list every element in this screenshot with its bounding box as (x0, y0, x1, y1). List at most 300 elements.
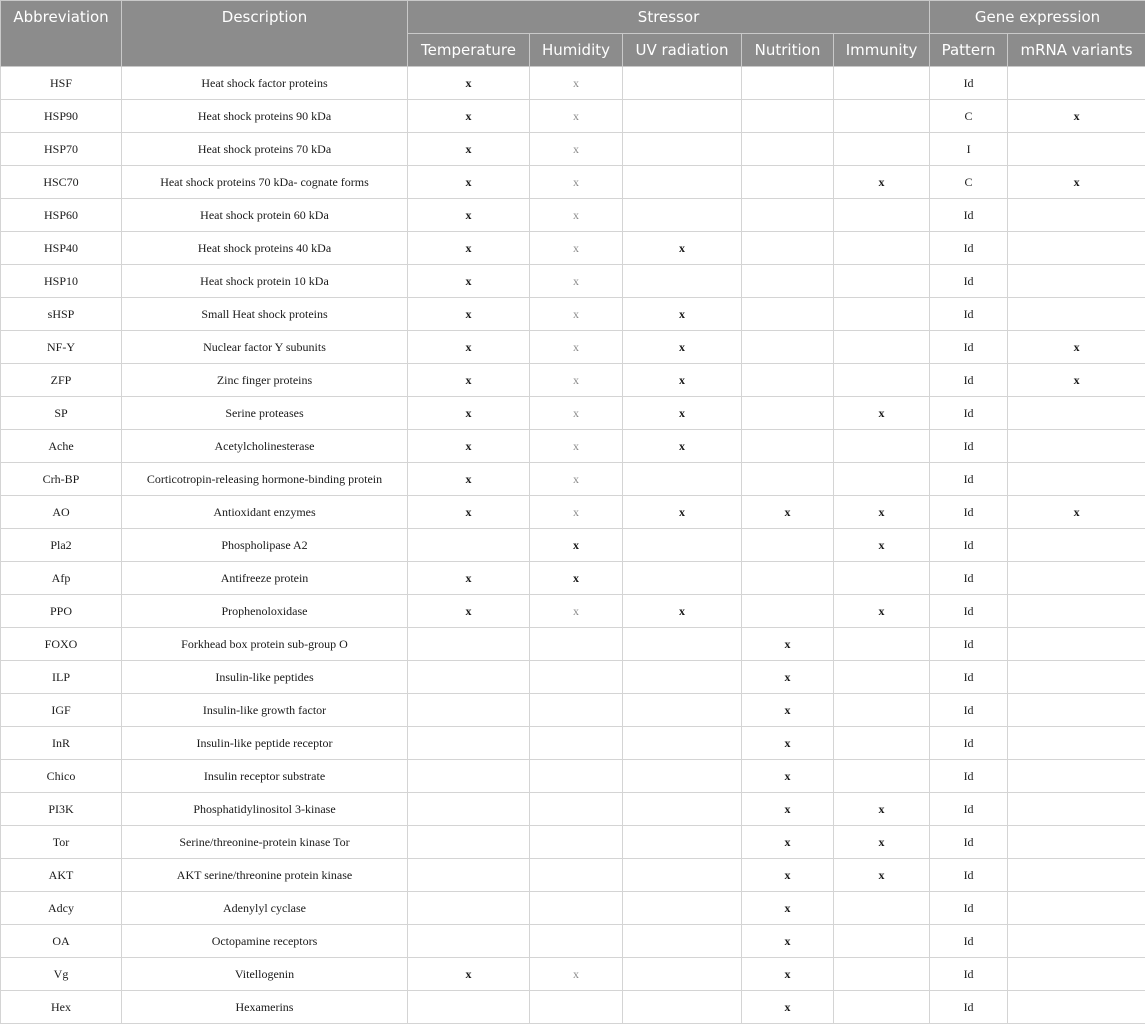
cell-mrna-variants (1008, 199, 1145, 232)
cell-pattern: Id (930, 331, 1008, 364)
header-stressor-group: Stressor (408, 1, 930, 34)
cell-mrna-variants (1008, 727, 1145, 760)
cell-abbreviation: HSP70 (1, 133, 122, 166)
cell-mrna-variants (1008, 892, 1145, 925)
cell-uv-radiation: x (623, 298, 742, 331)
cell-immunity (834, 265, 930, 298)
cell-pattern: Id (930, 496, 1008, 529)
cell-temperature (408, 991, 530, 1024)
cell-uv-radiation: x (623, 496, 742, 529)
cell-abbreviation: IGF (1, 694, 122, 727)
header-mrna-variants: mRNA variants (1008, 34, 1145, 67)
cell-immunity (834, 67, 930, 100)
cell-uv-radiation: x (623, 397, 742, 430)
cell-pattern: Id (930, 265, 1008, 298)
cell-nutrition: x (742, 859, 834, 892)
table-row (1, 133, 1145, 166)
table-row (1, 727, 1145, 760)
cell-humidity (530, 892, 623, 925)
cell-uv-radiation (623, 892, 742, 925)
cell-humidity: x (530, 958, 623, 991)
cell-humidity: x (530, 166, 623, 199)
cell-pattern: Id (930, 562, 1008, 595)
cell-nutrition: x (742, 628, 834, 661)
cell-description: Forkhead box protein sub-group O (122, 628, 408, 661)
header-gene-expression-group: Gene expression (930, 1, 1145, 34)
table-row (1, 298, 1145, 331)
table-row (1, 562, 1145, 595)
cell-mrna-variants (1008, 430, 1145, 463)
cell-mrna-variants (1008, 925, 1145, 958)
cell-immunity (834, 133, 930, 166)
cell-nutrition (742, 67, 834, 100)
cell-temperature: x (408, 100, 530, 133)
cell-uv-radiation (623, 694, 742, 727)
cell-humidity (530, 661, 623, 694)
cell-abbreviation: Chico (1, 760, 122, 793)
cell-humidity: x (530, 496, 623, 529)
cell-uv-radiation (623, 463, 742, 496)
cell-description: Insulin-like peptides (122, 661, 408, 694)
cell-pattern: Id (930, 628, 1008, 661)
cell-nutrition: x (742, 793, 834, 826)
cell-immunity: x (834, 793, 930, 826)
cell-nutrition: x (742, 496, 834, 529)
cell-immunity (834, 100, 930, 133)
cell-mrna-variants: x (1008, 166, 1145, 199)
cell-uv-radiation (623, 727, 742, 760)
cell-nutrition (742, 331, 834, 364)
cell-temperature (408, 892, 530, 925)
cell-mrna-variants (1008, 760, 1145, 793)
cell-pattern: Id (930, 727, 1008, 760)
cell-temperature (408, 859, 530, 892)
cell-description: Heat shock factor proteins (122, 67, 408, 100)
cell-humidity (530, 991, 623, 1024)
cell-abbreviation: FOXO (1, 628, 122, 661)
cell-humidity: x (530, 562, 623, 595)
cell-nutrition (742, 232, 834, 265)
cell-abbreviation: HSC70 (1, 166, 122, 199)
cell-temperature (408, 826, 530, 859)
cell-humidity: x (530, 463, 623, 496)
cell-immunity (834, 727, 930, 760)
table-row (1, 958, 1145, 991)
cell-immunity: x (834, 496, 930, 529)
cell-abbreviation: AO (1, 496, 122, 529)
cell-abbreviation: Hex (1, 991, 122, 1024)
table-row (1, 397, 1145, 430)
cell-mrna-variants (1008, 826, 1145, 859)
cell-nutrition: x (742, 760, 834, 793)
cell-humidity: x (530, 595, 623, 628)
header-humidity: Humidity (530, 34, 623, 67)
cell-humidity: x (530, 430, 623, 463)
cell-pattern: Id (930, 760, 1008, 793)
cell-description: Insulin-like peptide receptor (122, 727, 408, 760)
cell-temperature: x (408, 463, 530, 496)
cell-mrna-variants: x (1008, 331, 1145, 364)
cell-temperature (408, 628, 530, 661)
cell-humidity (530, 628, 623, 661)
cell-humidity: x (530, 364, 623, 397)
cell-temperature: x (408, 298, 530, 331)
cell-uv-radiation: x (623, 595, 742, 628)
header-abbreviation: Abbreviation (1, 1, 122, 67)
cell-uv-radiation (623, 661, 742, 694)
cell-humidity: x (530, 232, 623, 265)
cell-mrna-variants (1008, 562, 1145, 595)
cell-mrna-variants: x (1008, 364, 1145, 397)
cell-humidity (530, 694, 623, 727)
cell-abbreviation: Ache (1, 430, 122, 463)
cell-description: Corticotropin-releasing hormone-binding protein (122, 463, 408, 496)
cell-immunity (834, 463, 930, 496)
header-immunity: Immunity (834, 34, 930, 67)
cell-humidity (530, 925, 623, 958)
cell-nutrition (742, 298, 834, 331)
cell-immunity: x (834, 859, 930, 892)
cell-abbreviation: HSP40 (1, 232, 122, 265)
cell-temperature (408, 727, 530, 760)
cell-pattern: Id (930, 892, 1008, 925)
cell-uv-radiation (623, 199, 742, 232)
table-row (1, 496, 1145, 529)
cell-description: Zinc finger proteins (122, 364, 408, 397)
cell-nutrition: x (742, 826, 834, 859)
cell-temperature: x (408, 397, 530, 430)
cell-mrna-variants (1008, 67, 1145, 100)
cell-uv-radiation (623, 166, 742, 199)
cell-humidity: x (530, 199, 623, 232)
cell-immunity (834, 232, 930, 265)
cell-nutrition: x (742, 892, 834, 925)
table-row (1, 793, 1145, 826)
cell-mrna-variants (1008, 991, 1145, 1024)
cell-mrna-variants: x (1008, 496, 1145, 529)
cell-nutrition (742, 364, 834, 397)
cell-pattern: Id (930, 859, 1008, 892)
cell-abbreviation: Vg (1, 958, 122, 991)
cell-uv-radiation (623, 859, 742, 892)
cell-temperature (408, 925, 530, 958)
table-row (1, 694, 1145, 727)
cell-immunity (834, 892, 930, 925)
cell-nutrition (742, 430, 834, 463)
cell-pattern: Id (930, 694, 1008, 727)
cell-pattern: Id (930, 463, 1008, 496)
cell-immunity (834, 661, 930, 694)
cell-uv-radiation (623, 265, 742, 298)
cell-abbreviation: HSP10 (1, 265, 122, 298)
cell-nutrition: x (742, 727, 834, 760)
table-row (1, 661, 1145, 694)
cell-pattern: C (930, 166, 1008, 199)
cell-abbreviation: AKT (1, 859, 122, 892)
cell-immunity (834, 562, 930, 595)
cell-temperature (408, 760, 530, 793)
cell-description: Octopamine receptors (122, 925, 408, 958)
cell-pattern: I (930, 133, 1008, 166)
cell-description: Antioxidant enzymes (122, 496, 408, 529)
cell-description: Serine proteases (122, 397, 408, 430)
cell-description: Adenylyl cyclase (122, 892, 408, 925)
cell-immunity: x (834, 397, 930, 430)
cell-uv-radiation (623, 628, 742, 661)
cell-uv-radiation (623, 562, 742, 595)
cell-pattern: Id (930, 958, 1008, 991)
header-description: Description (122, 1, 408, 67)
cell-immunity (834, 958, 930, 991)
cell-abbreviation: NF-Y (1, 331, 122, 364)
table-row (1, 925, 1145, 958)
cell-nutrition (742, 595, 834, 628)
cell-pattern: Id (930, 232, 1008, 265)
table-row (1, 463, 1145, 496)
header-uv-radiation: UV radiation (623, 34, 742, 67)
cell-mrna-variants (1008, 463, 1145, 496)
cell-nutrition: x (742, 661, 834, 694)
cell-nutrition (742, 397, 834, 430)
cell-abbreviation: PI3K (1, 793, 122, 826)
cell-humidity: x (530, 133, 623, 166)
cell-abbreviation: Crh-BP (1, 463, 122, 496)
cell-uv-radiation (623, 133, 742, 166)
cell-pattern: Id (930, 397, 1008, 430)
cell-abbreviation: PPO (1, 595, 122, 628)
cell-mrna-variants (1008, 133, 1145, 166)
header-pattern: Pattern (930, 34, 1008, 67)
table-row (1, 331, 1145, 364)
cell-immunity (834, 199, 930, 232)
cell-description: Antifreeze protein (122, 562, 408, 595)
cell-humidity: x (530, 67, 623, 100)
cell-description: Phospholipase A2 (122, 529, 408, 562)
cell-description: AKT serine/threonine protein kinase (122, 859, 408, 892)
table-row (1, 892, 1145, 925)
cell-mrna-variants (1008, 232, 1145, 265)
cell-uv-radiation (623, 760, 742, 793)
cell-temperature: x (408, 430, 530, 463)
cell-abbreviation: HSF (1, 67, 122, 100)
cell-nutrition: x (742, 694, 834, 727)
cell-nutrition: x (742, 991, 834, 1024)
cell-immunity (834, 364, 930, 397)
cell-humidity: x (530, 331, 623, 364)
cell-humidity (530, 793, 623, 826)
cell-description: Heat shock protein 60 kDa (122, 199, 408, 232)
cell-immunity: x (834, 529, 930, 562)
cell-immunity (834, 991, 930, 1024)
table-body (1, 67, 1145, 1024)
cell-immunity (834, 430, 930, 463)
cell-abbreviation: Tor (1, 826, 122, 859)
table-row (1, 364, 1145, 397)
cell-temperature: x (408, 133, 530, 166)
cell-mrna-variants (1008, 793, 1145, 826)
cell-temperature (408, 661, 530, 694)
cell-mrna-variants (1008, 595, 1145, 628)
cell-temperature (408, 529, 530, 562)
cell-humidity: x (530, 265, 623, 298)
table-row (1, 991, 1145, 1024)
table-row (1, 199, 1145, 232)
cell-temperature: x (408, 67, 530, 100)
cell-description: Insulin-like growth factor (122, 694, 408, 727)
cell-description: Hexamerins (122, 991, 408, 1024)
table-row (1, 67, 1145, 100)
cell-humidity: x (530, 397, 623, 430)
cell-uv-radiation (623, 100, 742, 133)
cell-immunity (834, 694, 930, 727)
cell-temperature: x (408, 265, 530, 298)
cell-nutrition (742, 562, 834, 595)
cell-pattern: Id (930, 925, 1008, 958)
cell-abbreviation: HSP60 (1, 199, 122, 232)
cell-immunity: x (834, 826, 930, 859)
cell-description: Serine/threonine-protein kinase Tor (122, 826, 408, 859)
cell-pattern: Id (930, 529, 1008, 562)
cell-immunity (834, 298, 930, 331)
cell-abbreviation: HSP90 (1, 100, 122, 133)
cell-mrna-variants (1008, 694, 1145, 727)
cell-pattern: Id (930, 298, 1008, 331)
cell-mrna-variants (1008, 661, 1145, 694)
cell-temperature: x (408, 958, 530, 991)
cell-temperature (408, 793, 530, 826)
cell-uv-radiation (623, 925, 742, 958)
cell-abbreviation: OA (1, 925, 122, 958)
cell-mrna-variants (1008, 298, 1145, 331)
cell-temperature: x (408, 331, 530, 364)
cell-mrna-variants (1008, 265, 1145, 298)
cell-uv-radiation (623, 67, 742, 100)
cell-temperature: x (408, 199, 530, 232)
cell-mrna-variants (1008, 529, 1145, 562)
cell-humidity (530, 727, 623, 760)
table-row (1, 430, 1145, 463)
cell-humidity: x (530, 529, 623, 562)
cell-abbreviation: Pla2 (1, 529, 122, 562)
cell-description: Insulin receptor substrate (122, 760, 408, 793)
table-row (1, 100, 1145, 133)
cell-humidity: x (530, 298, 623, 331)
header-temperature: Temperature (408, 34, 530, 67)
cell-uv-radiation: x (623, 331, 742, 364)
cell-uv-radiation: x (623, 232, 742, 265)
cell-uv-radiation (623, 991, 742, 1024)
cell-pattern: Id (930, 991, 1008, 1024)
cell-pattern: Id (930, 199, 1008, 232)
cell-pattern: Id (930, 595, 1008, 628)
cell-pattern: Id (930, 826, 1008, 859)
cell-description: Prophenoloxidase (122, 595, 408, 628)
cell-nutrition (742, 133, 834, 166)
cell-abbreviation: SP (1, 397, 122, 430)
cell-uv-radiation (623, 529, 742, 562)
cell-abbreviation: Adcy (1, 892, 122, 925)
cell-nutrition (742, 166, 834, 199)
table-row (1, 265, 1145, 298)
cell-temperature: x (408, 595, 530, 628)
cell-mrna-variants (1008, 628, 1145, 661)
cell-description: Heat shock proteins 70 kDa- cognate forms (122, 166, 408, 199)
cell-temperature: x (408, 562, 530, 595)
cell-nutrition (742, 100, 834, 133)
cell-immunity (834, 760, 930, 793)
cell-temperature (408, 694, 530, 727)
cell-immunity (834, 628, 930, 661)
table-row (1, 859, 1145, 892)
cell-description: Nuclear factor Y subunits (122, 331, 408, 364)
cell-mrna-variants: x (1008, 100, 1145, 133)
cell-description: Small Heat shock proteins (122, 298, 408, 331)
cell-immunity: x (834, 595, 930, 628)
cell-abbreviation: ILP (1, 661, 122, 694)
cell-mrna-variants (1008, 958, 1145, 991)
cell-pattern: Id (930, 793, 1008, 826)
cell-description: Phosphatidylinositol 3-kinase (122, 793, 408, 826)
cell-temperature: x (408, 364, 530, 397)
cell-humidity (530, 826, 623, 859)
cell-temperature: x (408, 232, 530, 265)
cell-mrna-variants (1008, 859, 1145, 892)
cell-uv-radiation (623, 793, 742, 826)
cell-description: Heat shock proteins 90 kDa (122, 100, 408, 133)
cell-pattern: Id (930, 430, 1008, 463)
cell-nutrition: x (742, 925, 834, 958)
cell-humidity: x (530, 100, 623, 133)
cell-description: Acetylcholinesterase (122, 430, 408, 463)
cell-pattern: Id (930, 67, 1008, 100)
cell-humidity (530, 760, 623, 793)
cell-temperature: x (408, 496, 530, 529)
table-row (1, 595, 1145, 628)
cell-temperature: x (408, 166, 530, 199)
cell-description: Heat shock proteins 40 kDa (122, 232, 408, 265)
cell-uv-radiation: x (623, 430, 742, 463)
cell-uv-radiation (623, 826, 742, 859)
table-row (1, 529, 1145, 562)
table-row (1, 826, 1145, 859)
cell-immunity (834, 331, 930, 364)
cell-uv-radiation: x (623, 364, 742, 397)
cell-nutrition (742, 265, 834, 298)
cell-abbreviation: Afp (1, 562, 122, 595)
cell-uv-radiation (623, 958, 742, 991)
cell-nutrition: x (742, 958, 834, 991)
cell-mrna-variants (1008, 397, 1145, 430)
table-row (1, 166, 1145, 199)
cell-abbreviation: ZFP (1, 364, 122, 397)
header-row-top (1, 1, 1145, 34)
cell-abbreviation: InR (1, 727, 122, 760)
cell-pattern: Id (930, 661, 1008, 694)
cell-description: Heat shock protein 10 kDa (122, 265, 408, 298)
cell-description: Heat shock proteins 70 kDa (122, 133, 408, 166)
header-nutrition: Nutrition (742, 34, 834, 67)
cell-nutrition (742, 463, 834, 496)
table-row (1, 760, 1145, 793)
cell-nutrition (742, 199, 834, 232)
cell-nutrition (742, 529, 834, 562)
cell-pattern: Id (930, 364, 1008, 397)
cell-immunity: x (834, 166, 930, 199)
cell-pattern: C (930, 100, 1008, 133)
cell-immunity (834, 925, 930, 958)
cell-abbreviation: sHSP (1, 298, 122, 331)
table-row (1, 628, 1145, 661)
